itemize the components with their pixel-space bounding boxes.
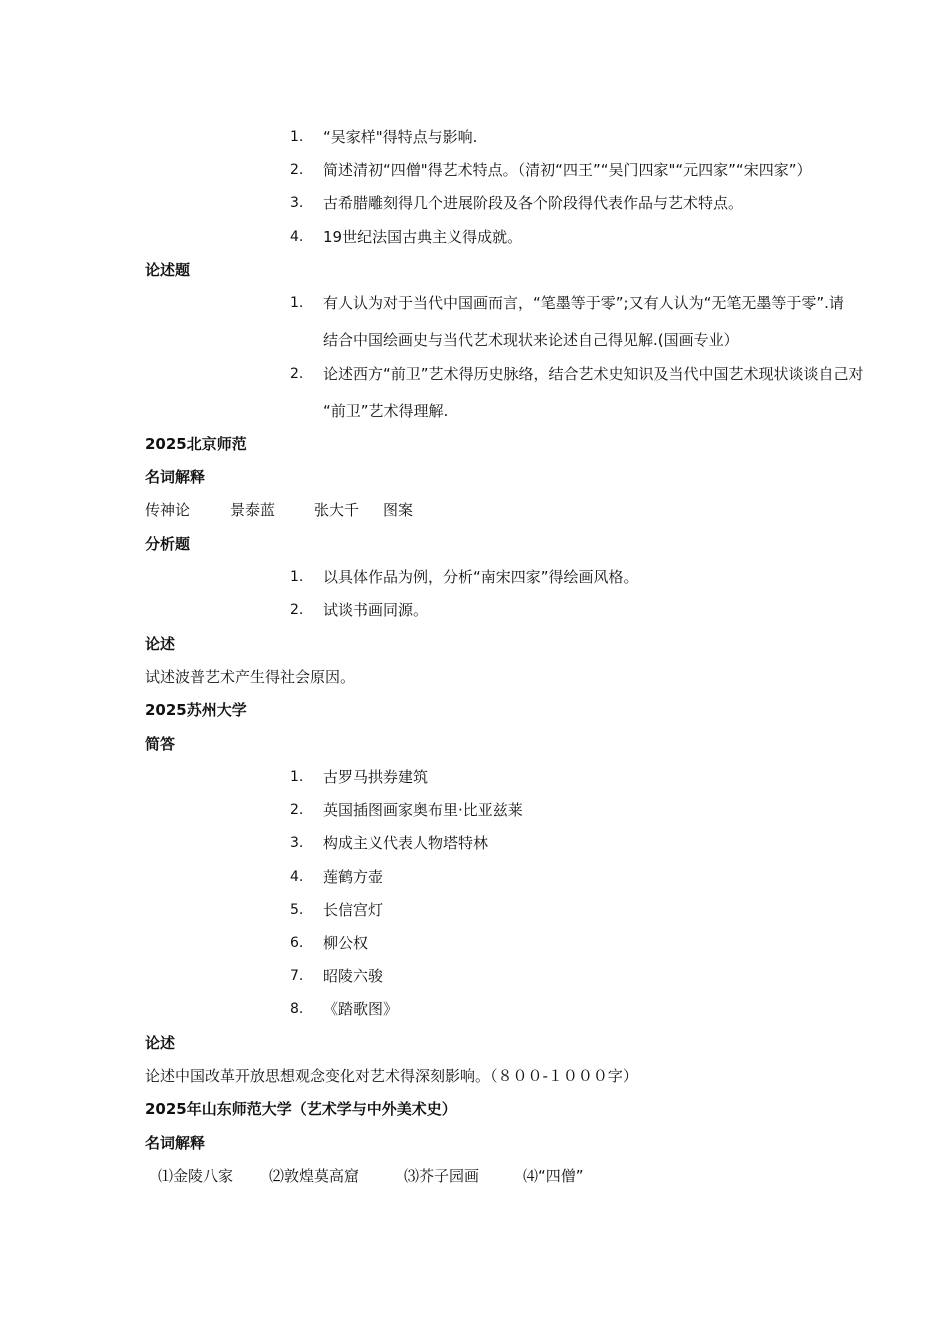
- essay-heading: 论述: [145, 1034, 176, 1052]
- terms-heading: 名词解释: [145, 1134, 206, 1152]
- term: 传神论: [145, 501, 191, 519]
- term: 张大千: [314, 501, 360, 519]
- analysis-heading: 分析题: [145, 535, 191, 553]
- section-title-bnu: 2025北京师范: [145, 435, 247, 453]
- terms-row: [145, 499, 413, 521]
- term: ⑵敦煌莫高窟: [269, 1167, 360, 1185]
- term: 图案: [383, 501, 414, 519]
- short-answer-heading: 简答: [145, 735, 176, 753]
- section-title-sdnu: 2025年山东师范大学（艺术学与中外美术史）: [145, 1100, 457, 1118]
- essay-heading: 论述: [145, 635, 176, 653]
- section-title-suda: 2025苏州大学: [145, 701, 247, 719]
- term: ⑶芥子园画: [404, 1167, 480, 1185]
- term: ⑴金陵八家: [158, 1167, 234, 1185]
- essay-heading: 论述题: [145, 261, 191, 279]
- terms-heading: 名词解释: [145, 468, 206, 486]
- essay-text: 试述波普艺术产生得社会原因。: [145, 668, 356, 686]
- term: 景泰蓝: [230, 501, 276, 519]
- term: ⑷“四僧”: [523, 1167, 584, 1185]
- terms-row: [158, 1165, 584, 1187]
- essay-text: 论述中国改革开放思想观念变化对艺术得深刻影响。（８００-１０００字）: [145, 1067, 638, 1085]
